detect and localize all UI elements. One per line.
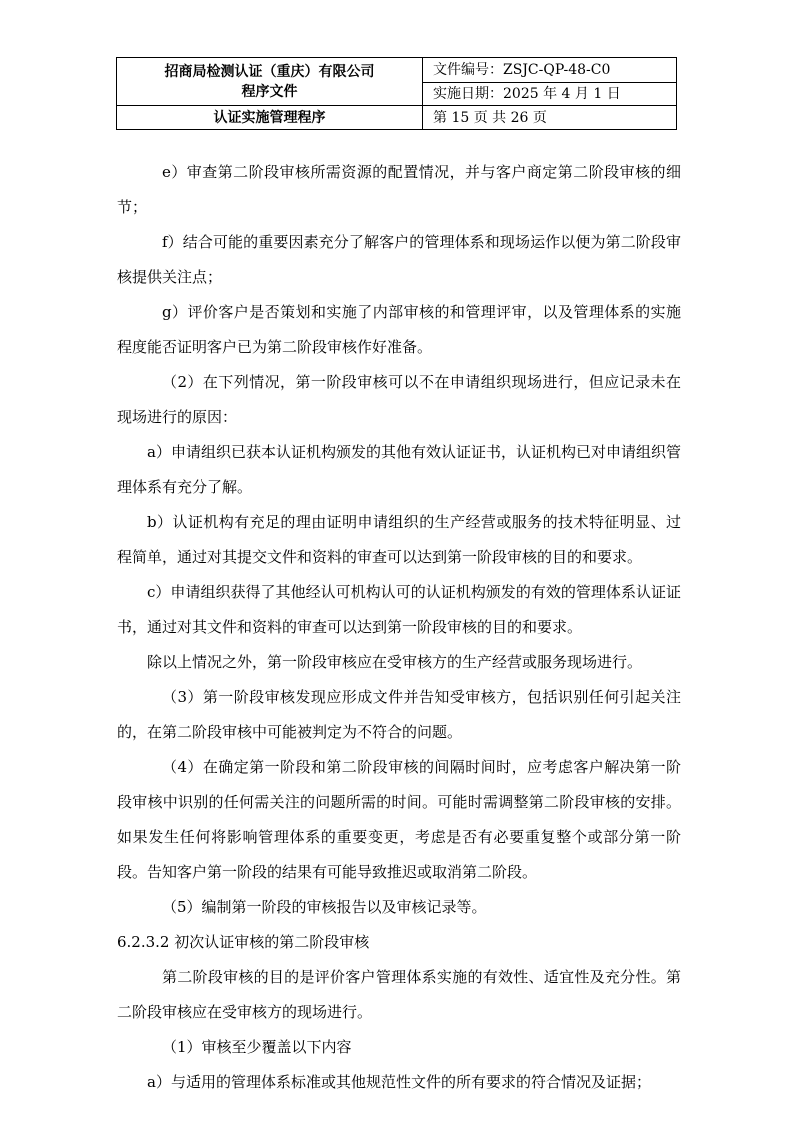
document-type: 程序文件 [241,84,298,100]
company-name: 招商局检测认证（重庆）有限公司 [164,64,375,80]
document-number: 文件编号：ZSJC-QP-48-C0 [423,58,677,83]
paragraph-f: f）结合可能的重要因素充分了解客户的管理体系和现场运作以便为第二阶段审核提供关注点； [117,233,681,286]
paragraph-stage2-purpose: 第二阶段审核的目的是评价客户管理体系实施的有效性、适宜性及充分性。第二阶段审核应在受审核方的现场进行。 [117,968,681,1021]
paragraph-a: a）申请组织已获本认证机构颁发的其他有效认证证书，认证机构已对申请组织管理体系有充分了解。 [117,443,681,496]
document-title: 认证实施管理程序 [117,106,423,130]
paragraph-stage2-item-1: （1）审核至少覆盖以下内容 [162,1038,352,1056]
paragraph-item-2: （2）在下列情况，第一阶段审核可以不在申请组织现场进行，但应记录未在现场进行的原因： [117,373,681,426]
paragraph-e: e）审查第二阶段审核所需资源的配置情况，并与客户商定第二阶段审核的细节； [117,163,681,216]
paragraph-stage2-a: a）与适用的管理体系标准或其他规范性文件的所有要求的符合情况及证据； [147,1073,651,1091]
paragraph-c: c）申请组织获得了其他经认可机构认可的认证机构颁发的有效的管理体系认证证书，通过对其文件和资料的审查可以达到第一阶段审核的目的和要求。 [117,583,681,636]
company-cell [117,58,423,106]
paragraph-g: g）评价客户是否策划和实施了内部审核的和管理评审，以及管理体系的实施程度能否证明客户已为第二阶段审核作好准备。 [117,303,681,356]
paragraph-b: b）认证机构有充足的理由证明申请组织的生产经营或服务的技术特征明显、过程简单，通过对其提交文件和资料的审查可以达到第一阶段审核的目的和要求。 [117,513,681,566]
paragraph-item-4: （4）在确定第一阶段和第二阶段审核的间隔时间时，应考虑客户解决第一阶段审核中识别的任何需关注的问题所需的时间。可能时需调整第二阶段审核的安排。如果发生任何将影响管理体系的重要变更，考虑是否有必要重复整个或部分第一阶段。告知客户第一阶段的结果有可能导致推迟或取消第二阶段。 [117,758,681,881]
page-info: 第 15 页 共 26 页 [423,106,677,130]
effective-date: 实施日期：2025 年 4 月 1 日 [423,82,677,106]
paragraph-item-3: （3）第一阶段审核发现应形成文件并告知受审核方，包括识别任何引起关注的，在第二阶段审核中可能被判定为不符合的问题。 [117,688,681,741]
section-heading-6-2-3-2: 6.2.3.2 初次认证审核的第二阶段审核 [117,933,370,951]
document-body [117,155,681,1100]
document-header [116,57,677,130]
paragraph-other-cases: 除以上情况之外，第一阶段审核应在受审核方的生产经营或服务现场进行。 [147,653,643,671]
paragraph-item-5: （5）编制第一阶段的审核报告以及审核记录等。 [162,898,487,916]
